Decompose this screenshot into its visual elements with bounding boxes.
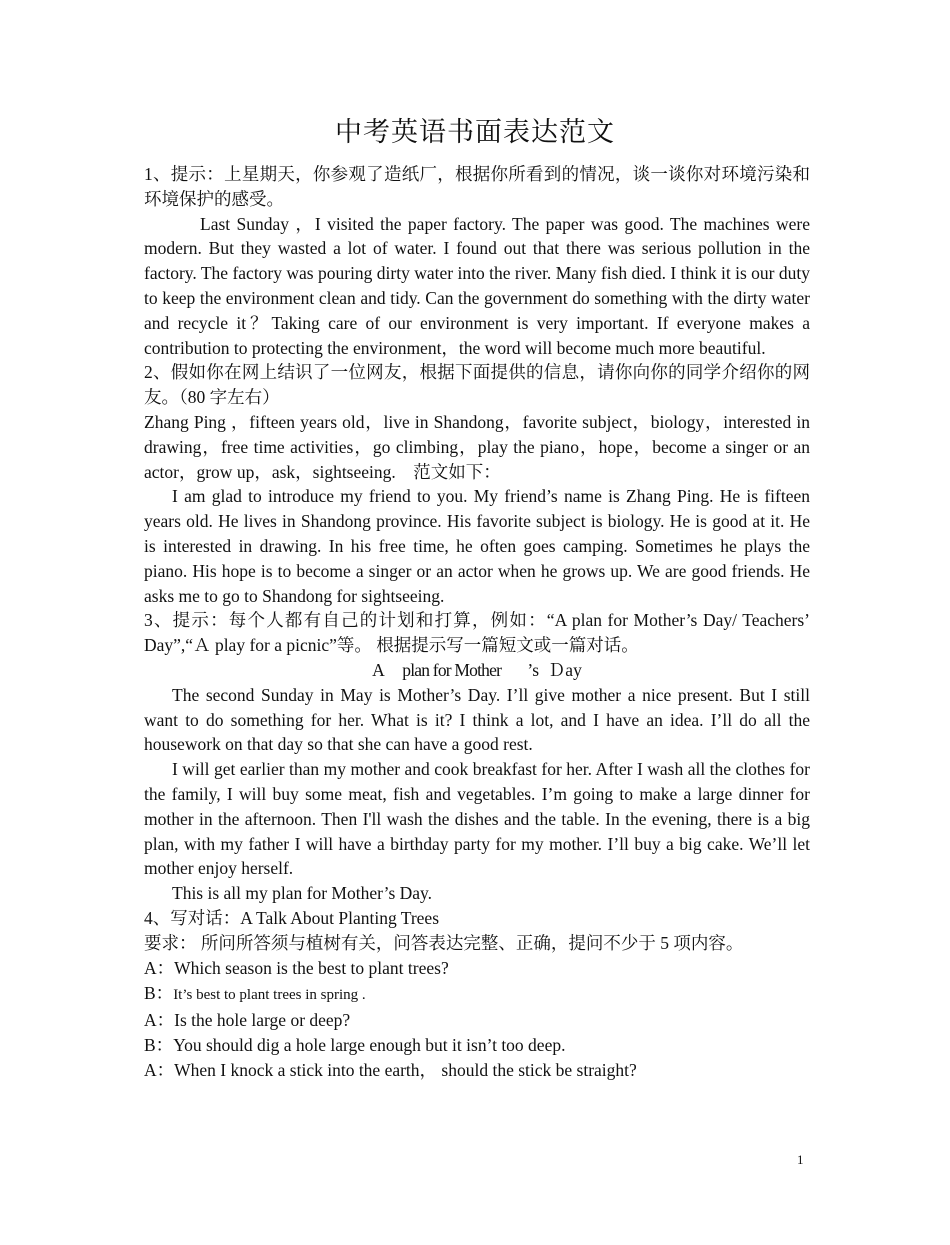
- dialogue-text: It’s best to plant trees in spring .: [173, 986, 366, 1003]
- section4-requirement: 要求： 所问所答须与植树有关，问答表达完整、正确，提问不少于 5 项内容。: [144, 932, 744, 953]
- dialogue-line: [144, 956, 810, 981]
- essay-title-part-b: plan for Mother: [402, 659, 502, 680]
- essay-title-part-c: ’s: [527, 659, 540, 680]
- section3-essay-title: [144, 658, 810, 683]
- page-number: 1: [797, 1152, 804, 1167]
- section3-paragraph: I will get earlier than my mother and cook breakfast for her. After I wash all the clothes for the family, I will buy some meat, fish and vegetables. I’m going to make a large dinner for mother in the afternoon. Then I'll wash the dishes and the table. In the evening, there is a big plan, with my father I will have a birthday party for my mother. I’ll buy a big cake. We’ll let mother enjoy herself.: [144, 759, 810, 879]
- section2-intro: 范文如下：: [413, 461, 501, 482]
- essay-title-part-d: Ｄay: [547, 659, 582, 680]
- section2-info: [144, 410, 810, 484]
- dialogue-speaker: A：: [144, 957, 175, 978]
- section3-paragraph: This is all my plan for Mother’s Day.: [172, 883, 433, 904]
- dialogue-speaker: A：: [144, 1060, 175, 1081]
- dialogue-line: [144, 981, 810, 1008]
- section4-prompt: 4、写对话：A Talk About Planting Trees: [144, 907, 440, 928]
- section3-prompt: 3、提示：每个人都有自己的计划和打算，例如：“A plan for Mother’s Day/ Teachers’ Day”,“Ａ play for a picnic”等。 根据提示写一篇短文或一篇对话。: [144, 610, 810, 656]
- dialogue-speaker: B：: [144, 982, 174, 1003]
- dialogue-text: Which season is the best to plant trees?: [174, 957, 449, 978]
- document-body: [144, 162, 810, 1084]
- essay-title-part-a: A: [372, 659, 385, 680]
- dialogue-speaker: B：: [144, 1035, 174, 1056]
- section3-paragraph: The second Sunday in May is Mother’s Day. I’ll give mother a nice present. But I still want to do something for her. What is it? I think a lot, and I have an idea. I’ll do all the housework on that day so that she can have a good rest.: [144, 684, 810, 755]
- dialogue-text: When I knock a stick into the earth， should the stick be straight?: [174, 1060, 637, 1081]
- section1-essay: Last Sunday ，I visited the paper factory. The paper was good. The machines were modern. But they wasted a lot of water. I found out that there was serious pollution in the factory. The factory was pouring dirty water into the river. Many fish died. I think it is our duty to keep the environment clean and tidy. Can the government do something with the dirty water and recycle it？Taking care of our environment is very important. If everyone makes a contribution to protecting the environment，the word will become much more beautiful.: [144, 213, 810, 358]
- dialogue-text: Is the hole large or deep?: [174, 1009, 351, 1030]
- dialogue-speaker: A：: [144, 1009, 175, 1030]
- section2-essay: I am glad to introduce my friend to you. My friend’s name is Zhang Ping. He is fifteen years old. He lives in Shandong province. His favorite subject is biology. He is good at it. He is interested in drawing. In his free time, he often goes camping. Sometimes he plays the piano. His hope is to become a singer or an actor when he grows up. We are good friends. He asks me to go to Shandong for sightseeing.: [144, 486, 810, 606]
- page-title: 中考英语书面表达范文: [335, 117, 615, 147]
- section2-info-text: Zhang Ping ，fifteen years old，live in Shandong，favorite subject，biology，interested in drawing，free time activities，go climbing，play the piano，hope，become a singer or an actor，grow up，ask，sightseeing.: [144, 411, 810, 482]
- section2-prompt: 2、假如你在网上结识了一位网友，根据下面提供的信息，请你向你的同学介绍你的网友。（80 字左右）: [144, 362, 810, 408]
- dialogue-text: You should dig a hole large enough but it isn’t too deep.: [173, 1035, 566, 1056]
- section1-prompt: 1、提示：上星期天，你参观了造纸厂，根据你所看到的情况，谈一谈你对环境污染和环境保护的感受。: [144, 164, 810, 209]
- dialogue: [144, 956, 810, 1084]
- dialogue-line: [144, 1058, 810, 1083]
- dialogue-line: [144, 1033, 810, 1058]
- dialogue-line: [144, 1008, 810, 1033]
